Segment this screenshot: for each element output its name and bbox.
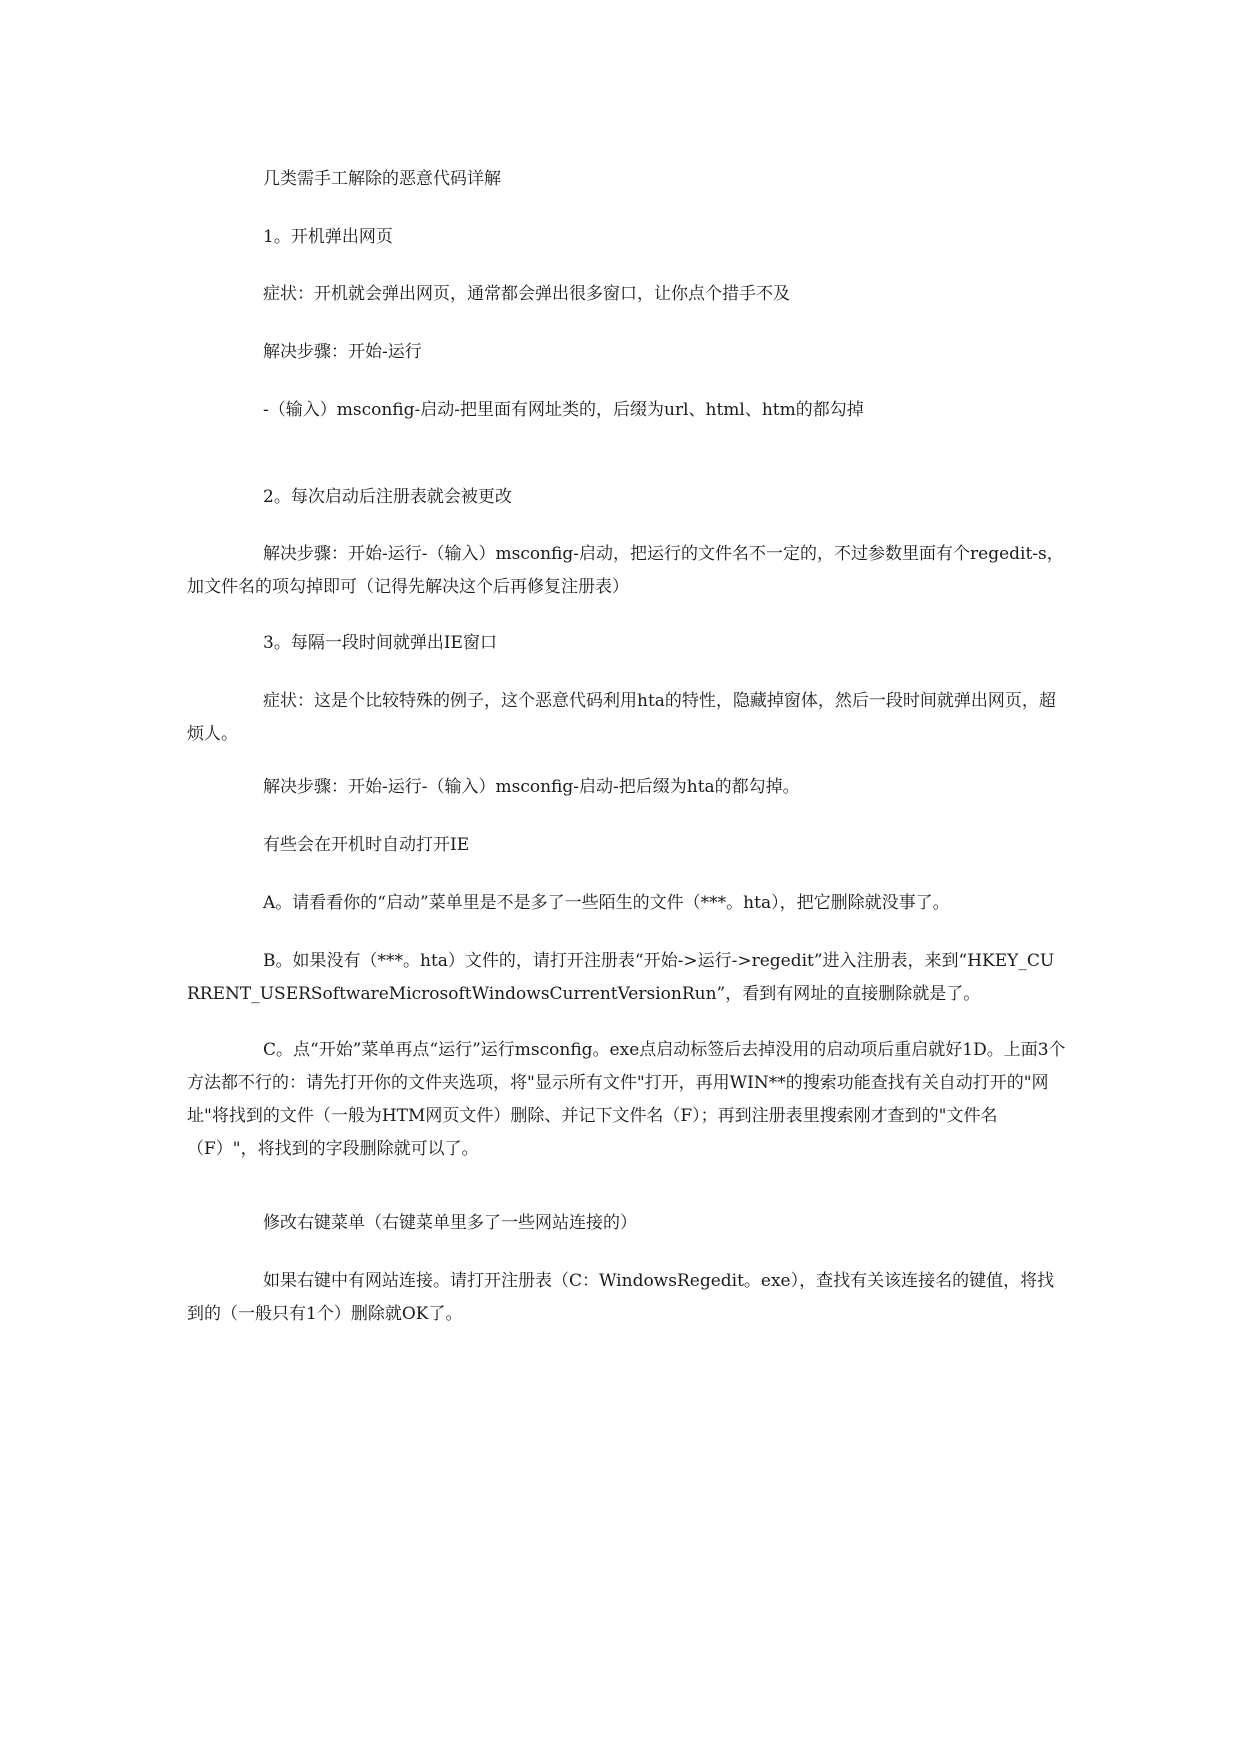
section-1-step-continued: -（输入）msconfig-启动-把里面有网址类的，后缀为url、html、htm的都勾掉 xyxy=(263,400,864,420)
section-1-heading: 1。开机弹出网页 xyxy=(263,227,393,247)
section-3-symptom: 症状：这是个比较特殊的例子，这个恶意代码利用hta的特性，隐藏掉窗体，然后一段时间就弹出网页，超烦人。 xyxy=(187,691,1056,744)
section-3-step: 解决步骤：开始-运行-（输入）msconfig-启动-把后缀为hta的都勾掉。 xyxy=(263,777,800,797)
section-3-note: 有些会在开机时自动打开IE xyxy=(263,835,470,855)
section-2-step: 解决步骤：开始-运行-（输入）msconfig-启动，把运行的文件名不一定的，不过参数里面有个regedit-s，加文件名的项勾掉即可（记得先解决这个后再修复注册表） xyxy=(187,544,1064,597)
section-2-heading: 2。每次启动后注册表就会被更改 xyxy=(263,487,512,507)
document-title: 几类需手工解除的恶意代码详解 xyxy=(263,169,501,189)
section-3-heading: 3。每隔一段时间就弹出IE窗口 xyxy=(263,633,497,653)
section-3-option-b: B。如果没有（***。hta）文件的，请打开注册表“开始->运行->regedit”进入注册表，来到“HKEY_CURRENT_USERSoftwareMicrosoftWindowsCurrentVersionRun”，看到有网址的直接删除就是了。 xyxy=(187,951,1055,1004)
section-1-step: 解决步骤：开始-运行 xyxy=(263,342,422,362)
section-4-body: 如果右键中有网站连接。请打开注册表（C：WindowsRegedit。exe），查找有关该连接名的键值，将找到的（一般只有1个）删除就OK了。 xyxy=(187,1271,1055,1324)
section-4-heading: 修改右键菜单（右键菜单里多了一些网站连接的） xyxy=(263,1213,637,1233)
section-1-symptom: 症状：开机就会弹出网页，通常都会弹出很多窗口，让你点个措手不及 xyxy=(263,284,790,304)
section-3-option-a: A。请看看你的“启动”菜单里是不是多了一些陌生的文件（***。hta），把它删除就没事了。 xyxy=(263,893,950,913)
section-3-option-c: C。点“开始”菜单再点“运行”运行msconfig。exe点启动标签后去掉没用的启动项后重启就好1D。上面3个方法都不行的：请先打开你的文件夹选项，将"显示所有文件"打开，再用WIN**的搜索功能查找有关自动打开的"网址"将找到的文件（一般为HTM网页文件）删除、并记下文件名（F）；再到注册表里搜索刚才查到的"文件名（F）"，将找到的字段删除就可以了。 xyxy=(187,1040,1066,1159)
